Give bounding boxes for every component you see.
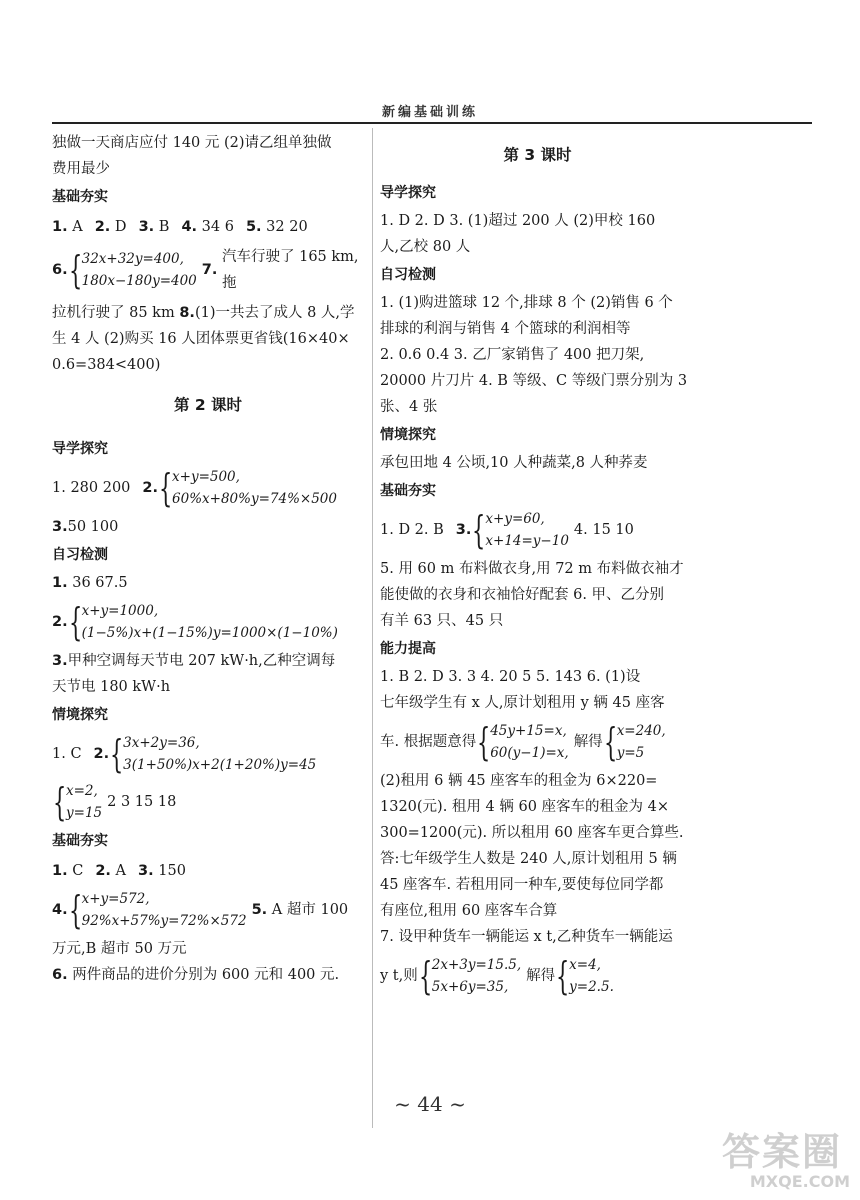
question-number: 3. <box>138 863 154 879</box>
section-heading: 基础夯实 <box>52 833 108 849</box>
answer-text: B <box>158 219 170 235</box>
answer-row <box>52 780 364 824</box>
question-number: 2. <box>94 219 111 235</box>
text-line: 5. 用 60 m 布料做衣身,用 72 m 布料做衣袖才 <box>380 561 684 577</box>
watermark <box>722 1132 850 1192</box>
equation: 3(1+50%)x+2(1+20%)y=45 <box>123 757 317 773</box>
right-column <box>380 130 695 1002</box>
equation-system: { x+y=60, x+14=y−10 <box>472 508 569 552</box>
equation-system: { x+y=500, 60%x+80%y=74%×500 <box>159 466 337 510</box>
question-number: 1. <box>52 863 68 879</box>
text-line: 有座位,租用 60 座客车合算 <box>380 903 558 919</box>
watermark-logo: 答案圈 <box>722 1130 843 1174</box>
text-line <box>52 648 364 674</box>
text-line: 20000 片刀片 4. B 等级、C 等级门票分别为 3 <box>380 373 688 389</box>
text-line: 2. 0.6 0.4 3. 乙厂家销售了 400 把刀架, <box>380 347 645 363</box>
answer-row <box>52 858 364 884</box>
answer-row <box>52 600 364 644</box>
equation: y=5 <box>616 745 645 761</box>
answer-text: A <box>72 219 83 235</box>
question-number: 1. <box>52 219 68 235</box>
section-heading: 自习检测 <box>52 547 108 563</box>
answer-text: 两件商品的进价分别为 600 元和 400 元. <box>72 967 340 983</box>
equation: 45y+15=x, <box>490 723 567 739</box>
equation: 32x+32y=400, <box>81 251 184 267</box>
equation-system: { x=240, y=5 <box>603 720 666 764</box>
section-heading: 基础夯实 <box>52 189 108 205</box>
equation: y=15 <box>66 805 103 821</box>
header-rule <box>52 122 812 124</box>
text-line <box>52 514 364 540</box>
equation-system: { x+y=572, 92%x+57%y=72%×572 <box>68 888 247 932</box>
text-line: 1. B 2. D 3. 3 4. 20 5 5. 143 6. (1)设 <box>380 669 641 685</box>
answer-text: (1)一共去了成人 8 人,学 <box>194 305 355 321</box>
equation: 2x+3y=15.5, <box>431 957 522 973</box>
text-line: 300=1200(元). 所以租用 60 座客车更合算些. <box>380 825 684 841</box>
section-heading: 导学探究 <box>380 185 436 201</box>
answer-text: 汽车行驶了 165 km,拖 <box>222 249 359 291</box>
question-number: 7. <box>201 262 218 278</box>
section-heading: 情境探究 <box>380 427 436 443</box>
text-line: 人,乙校 80 人 <box>380 239 471 255</box>
answer-text: 4. 15 10 <box>573 522 634 538</box>
equation: y=2.5. <box>569 979 614 995</box>
lesson-title: 第 3 课时 <box>503 146 572 164</box>
text-line: 张、4 张 <box>380 399 438 415</box>
header-title: 新编基础训练 <box>381 105 478 120</box>
answer-text: 1. D 2. B <box>380 522 444 538</box>
answer-text: 解得 <box>573 734 603 750</box>
answer-text: A 超市 100 <box>271 902 349 918</box>
question-number: 1. <box>52 575 68 591</box>
answer-row <box>52 214 364 240</box>
text-line: 万元,B 超市 50 万元 <box>52 941 187 957</box>
question-number: 3. <box>52 519 68 535</box>
column-divider <box>372 128 373 1128</box>
page-number: ~ 44 ~ <box>394 1092 466 1116</box>
text-line: 承包田地 4 公顷,10 人种蔬菜,8 人种荞麦 <box>380 455 648 471</box>
text-line: 排球的利润与销售 4 个篮球的利润相等 <box>380 321 631 337</box>
question-number: 3. <box>138 219 155 235</box>
answer-row <box>52 244 364 296</box>
question-number: 5. <box>245 219 262 235</box>
answer-text: 车. 根据题意得 <box>380 734 477 750</box>
equation-system: { 3x+2y=36, 3(1+50%)x+2(1+20%)y=45 <box>110 732 317 776</box>
left-column <box>52 130 364 988</box>
equation: x=240, <box>616 723 666 739</box>
answer-row <box>52 888 364 932</box>
answer-row <box>380 720 695 764</box>
text-line <box>52 570 364 596</box>
equation-system: { 2x+3y=15.5, 5x+6y=35, <box>418 954 522 998</box>
answer-text: 2 3 15 18 <box>107 794 177 810</box>
section-heading: 自习检测 <box>380 267 436 283</box>
text-line: 答:七年级学生人数是 240 人,原计划租用 5 辆 <box>380 851 677 867</box>
equation: x+y=500, <box>172 469 240 485</box>
answer-text: C <box>72 863 84 879</box>
answer-text: 34 6 <box>201 219 234 235</box>
equation-system: { x=4, y=2.5. <box>556 954 614 998</box>
section-heading: 能力提高 <box>380 641 436 657</box>
equation: 5x+6y=35, <box>431 979 509 995</box>
answer-text: y t,则 <box>380 968 418 984</box>
text-line: 0.6=384<400) <box>52 357 161 373</box>
text-line: 独做一天商店应付 140 元 (2)请乙组单独做 <box>52 135 332 151</box>
answer-text: 36 67.5 <box>72 575 128 591</box>
question-number: 2. <box>95 863 111 879</box>
question-number: 8. <box>179 305 195 321</box>
answer-text: 解得 <box>526 968 556 984</box>
equation: 60%x+80%y=74%×500 <box>172 491 337 507</box>
section-heading: 导学探究 <box>52 441 108 457</box>
text-line: 1. D 2. D 3. (1)超过 200 人 (2)甲校 160 <box>380 213 656 229</box>
equation-system: { x+y=1000, (1−5%)x+(1−15%)y=1000×(1−10%) <box>68 600 338 644</box>
section-heading: 基础夯实 <box>380 483 436 499</box>
equation: x=4, <box>569 957 601 973</box>
equation: 60(y−1)=x, <box>490 745 569 761</box>
text-line: 有羊 63 只、45 只 <box>380 613 504 629</box>
answer-text: 拉机行驶了 85 km <box>52 305 175 321</box>
text-line: 七年级学生有 x 人,原计划租用 y 辆 45 座客 <box>380 695 665 711</box>
answer-text: D <box>114 219 127 235</box>
text-line: 7. 设甲种货车一辆能运 x t,乙种货车一辆能运 <box>380 929 673 945</box>
equation: 180x−180y=400 <box>81 273 197 289</box>
answer-text: 50 100 <box>67 519 119 535</box>
question-number: 5. <box>251 902 268 918</box>
equation: x+y=572, <box>81 891 150 907</box>
text-line: 天节电 180 kW·h <box>52 679 171 695</box>
equation: 92%x+57%y=72%×572 <box>81 913 247 929</box>
equation-system: { 32x+32y=400, 180x−180y=400 <box>68 248 197 292</box>
answer-row <box>380 954 695 998</box>
text-line: 生 4 人 (2)购买 16 人团体票更省钱(16×40× <box>52 331 350 347</box>
section-heading: 情境探究 <box>52 707 108 723</box>
answer-row <box>52 466 364 510</box>
answer-text: 甲种空调每天节电 207 kW·h,乙种空调每 <box>67 653 336 669</box>
answer-row <box>380 508 695 552</box>
equation-system: { x=2, y=15 <box>53 780 103 824</box>
answer-row <box>52 732 364 776</box>
equation-system: { 45y+15=x, 60(y−1)=x, <box>477 720 569 764</box>
question-number: 6. <box>52 262 68 278</box>
question-number: 4. <box>52 902 68 918</box>
equation: (1−5%)x+(1−15%)y=1000×(1−10%) <box>81 625 338 641</box>
answer-text: 150 <box>158 863 186 879</box>
equation: x=2, <box>66 783 98 799</box>
question-number: 6. <box>52 967 68 983</box>
question-number: 2. <box>52 614 68 630</box>
question-number: 2. <box>142 480 159 496</box>
question-number: 3. <box>52 653 68 669</box>
watermark-site: MXQE.COM <box>749 1172 850 1191</box>
text-line <box>52 300 364 326</box>
equation: 3x+2y=36, <box>123 735 200 751</box>
text-line: 费用最少 <box>52 161 110 177</box>
question-number: 3. <box>455 522 472 538</box>
text-line: 能使做的衣身和衣袖恰好配套 6. 甲、乙分别 <box>380 587 665 603</box>
text-line: 1. (1)购进篮球 12 个,排球 8 个 (2)销售 6 个 <box>380 295 673 311</box>
question-number: 4. <box>181 219 198 235</box>
equation: x+14=y−10 <box>485 533 569 549</box>
text-line: (2)租用 6 辆 45 座客车的租金为 6×220= <box>380 773 658 789</box>
answer-text: 1. C <box>52 746 82 762</box>
text-line <box>52 962 364 988</box>
equation: x+y=1000, <box>81 603 159 619</box>
question-number: 2. <box>93 746 110 762</box>
text-line: 1320(元). 租用 4 辆 60 座客车的租金为 4× <box>380 799 670 815</box>
answer-text: 1. 280 200 <box>52 480 131 496</box>
text-line: 45 座客车. 若租用同一种车,要使每位同学都 <box>380 877 664 893</box>
equation: x+y=60, <box>485 511 545 527</box>
answer-text: 32 20 <box>266 219 308 235</box>
answer-text: A <box>115 863 127 879</box>
lesson-title: 第 2 课时 <box>173 396 243 414</box>
